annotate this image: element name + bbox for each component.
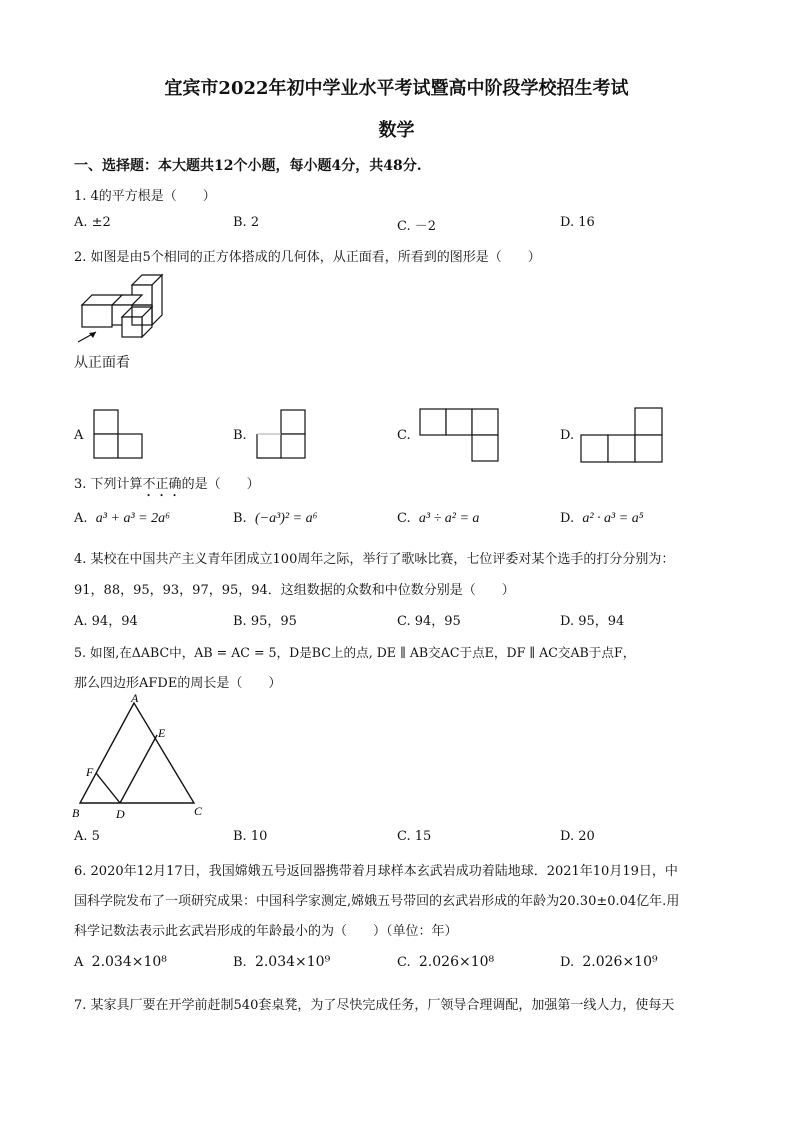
question-1-stem: 1. 4的平方根是（ ） (74, 189, 216, 204)
question-2-option-a-label: A (74, 428, 84, 443)
question-3-option-b-expr: (−a³)² = a⁶ (254, 511, 318, 526)
question-6-option-b (233, 954, 330, 970)
question-6-option-c (397, 954, 494, 970)
question-6-line-2: 国科学院发布了一项研究成果：中国科学家测定,嫦娥五号带回的玄武岩形成的年龄为20.30±0.04亿年.用 (74, 894, 680, 909)
question-2-cube-figure (72, 270, 182, 360)
exam-title: 宜宾市2022年初中学业水平考试暨高中阶段学校招生考试 (164, 78, 629, 99)
question-3-option-c (397, 511, 479, 527)
question-3-stem-emphasis: 不正确 (142, 477, 182, 492)
question-4-line-2: 91，88，95，93，97，95，94．这组数据的众数和中位数分别是（ ） (74, 583, 515, 598)
question-6-line-1: 6. 2020年12月17日，我国嫦娥五号返回器携带着月球样本玄武岩成功着陆地球．2021年10月19日，中 (74, 864, 678, 879)
front-view-label: 从正面看 (74, 355, 130, 371)
question-2-option-b-label: B. (233, 428, 247, 443)
question-2-option-b-figure (255, 408, 307, 460)
question-2-stem: 2. 如图是由5个相同的正方体搭成的几何体，从正面看，所看到的图形是（ ） (74, 250, 541, 265)
question-1-option-a: A. ±2 (74, 215, 111, 230)
triangle-abc (80, 703, 194, 803)
question-2-option-d-label: D. (560, 428, 575, 443)
question-5-option-c: C. 15 (397, 829, 432, 844)
section-header: 一、选择题：本大题共12个小题，每小题4分，共48分. (74, 158, 422, 174)
question-3-option-a (74, 511, 170, 527)
question-5-option-d: D. 20 (560, 829, 595, 844)
question-4-option-b: B. 95，95 (233, 614, 297, 629)
vertex-c-label: C (194, 804, 203, 818)
question-2-option-c-figure (418, 407, 500, 463)
exam-subject: 数学 (378, 120, 415, 141)
question-3-option-c-expr: a³ ÷ a² = a (418, 511, 480, 526)
question-4-line-1: 4. 某校在中国共产主义青年团成立100周年之际，举行了歌咏比赛，七位评委对某个选手的打分分别为： (74, 552, 675, 567)
point-e-label: E (158, 726, 166, 740)
vertex-b-label: B (72, 806, 80, 820)
question-6-option-b-letter: B. (233, 955, 247, 970)
question-4-option-d: D. 95，94 (560, 614, 625, 629)
question-2-option-c-label: C. (397, 428, 411, 443)
segment-de (120, 735, 157, 803)
question-3-option-d-letter: D. (560, 511, 575, 526)
question-6-option-a (74, 954, 167, 970)
question-5-line-2: 那么四边形AFDE的周长是（ ） (74, 676, 282, 691)
question-6-option-d (560, 954, 658, 970)
question-7-line-1: 7. 某家具厂要在开学前赶制540套桌凳，为了尽快完成任务，厂领导合理调配，加强第一线人力，使每天 (74, 998, 675, 1013)
question-5-triangle-figure (72, 693, 212, 823)
question-6-option-c-expr: 2.026×10⁸ (418, 954, 495, 970)
question-3-option-b-letter: B. (233, 511, 247, 526)
question-6-option-d-letter: D. (560, 955, 575, 970)
question-6-option-d-expr: 2.026×10⁹ (582, 954, 658, 970)
question-3-option-d (560, 511, 644, 527)
question-1-option-b: B. 2 (233, 215, 260, 230)
question-3-option-c-letter: C. (397, 511, 411, 526)
question-3-option-a-expr: a³ + a³ = 2a⁶ (95, 511, 170, 526)
question-3-option-a-letter: A. (74, 511, 88, 526)
question-5-line-1: 5. 如图,在ΔABC中，AB = AC = 5，D是BC上的点, DE ∥ AB交AC于点E，DF ∥ AC交AB于点F， (74, 645, 636, 660)
question-6-option-a-expr: 2.034×10⁸ (91, 954, 167, 970)
question-5-option-b: B. 10 (233, 829, 268, 844)
point-f-label: F (86, 765, 94, 779)
question-6-option-c-letter: C. (397, 955, 411, 970)
segment-df (96, 773, 120, 803)
question-5-option-a: A. 5 (74, 829, 100, 844)
question-4-option-a: A. 94，94 (74, 614, 138, 629)
question-1-option-c: C. －2 (397, 219, 437, 234)
question-6-option-b-expr: 2.034×10⁹ (254, 954, 331, 970)
question-3-stem (74, 473, 260, 500)
question-4-option-c: C. 94，95 (397, 614, 461, 629)
question-6-option-a-letter: A (74, 955, 84, 970)
vertex-a-label: A (131, 691, 139, 705)
question-2-option-d-figure (580, 406, 664, 464)
question-2-option-a-figure (92, 408, 144, 460)
question-3-stem-pre: 3. 下列计算 (74, 477, 143, 492)
question-6-line-3: 科学记数法表示此玄武岩形成的年龄最小的为（ ）（单位：年） (74, 924, 458, 939)
point-d-label: D (116, 807, 125, 821)
question-1-option-d: D. 16 (560, 215, 595, 230)
question-3-option-b (233, 511, 317, 527)
question-3-stem-post: 的是（ ） (181, 477, 260, 492)
question-3-option-d-expr: a² · a³ = a⁵ (582, 511, 644, 526)
